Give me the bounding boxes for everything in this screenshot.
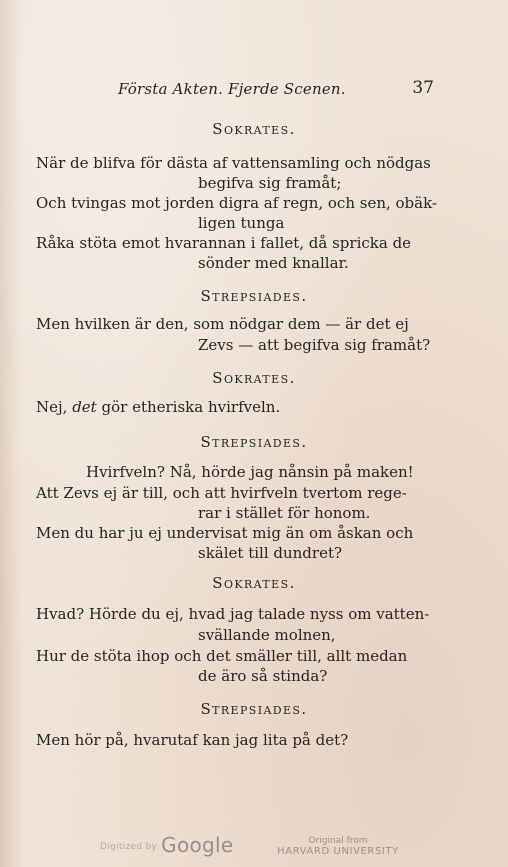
running-header	[118, 80, 448, 104]
verse-word: gör etheriska hvirfveln.	[101, 398, 281, 416]
verse-line: svällande molnen,	[198, 626, 336, 644]
verse-line: skälet till dundret?	[198, 544, 343, 562]
digitized-by-label: Digitized by	[100, 841, 158, 852]
verse-line: Råka stöta emot hvarannan i fallet, då spricka de	[36, 234, 412, 252]
original-from-label: Original from	[308, 836, 368, 846]
verse-line: ligen tunga	[198, 214, 285, 232]
verse-line: rar i stället för honom.	[198, 504, 371, 522]
verse-line: Men du har ju ej undervisat mig än om åskan och	[36, 524, 414, 542]
speaker-name: Sokrates.	[212, 574, 296, 592]
header-title: Första Akten. Fjerde Scenen.	[118, 80, 346, 98]
verse-line: Men hvilken är den, som nödgar dem — är det ej	[36, 315, 409, 333]
page-number: 37	[412, 78, 434, 98]
verse-line: Zevs — att begifva sig framåt?	[198, 336, 431, 354]
emphasized-word: det	[72, 398, 97, 416]
verse-line: Hvad? Hörde du ej, hvad jag talade nyss om vatten-	[36, 605, 430, 623]
verse-line: Hvirfveln? Nå, hörde jag nånsin på maken!	[86, 463, 414, 481]
speaker-name: Strepsiades.	[200, 700, 308, 718]
verse-line: begifva sig framåt;	[198, 174, 342, 192]
verse-line: sönder med knallar.	[198, 254, 349, 272]
verse-line: de äro så stinda?	[198, 667, 328, 685]
harvard-watermark	[263, 836, 413, 857]
speaker-name: Sokrates.	[212, 369, 296, 387]
speaker-name: Strepsiades.	[200, 433, 308, 451]
speaker-name: Strepsiades.	[200, 287, 308, 305]
speaker-name: Sokrates.	[212, 120, 296, 138]
verse-line: När de blifva för dästa af vattensamling och nödgas	[36, 154, 431, 172]
verse-line: Att Zevs ej är till, och att hvirfveln tvertom rege-	[36, 484, 407, 502]
google-logo-text: Google	[161, 833, 234, 857]
harvard-label: HARVARD UNIVERSITY	[277, 846, 399, 857]
verse-line	[36, 398, 280, 417]
google-watermark	[100, 833, 233, 857]
verse-line: Men hör på, hvarutaf kan jag lita på det?	[36, 731, 349, 749]
verse-line: Och tvingas mot jorden digra af regn, och sen, obäk-	[36, 194, 438, 212]
verse-word: Nej,	[36, 398, 68, 416]
verse-line: Hur de stöta ihop och det smäller till, allt medan	[36, 647, 408, 665]
